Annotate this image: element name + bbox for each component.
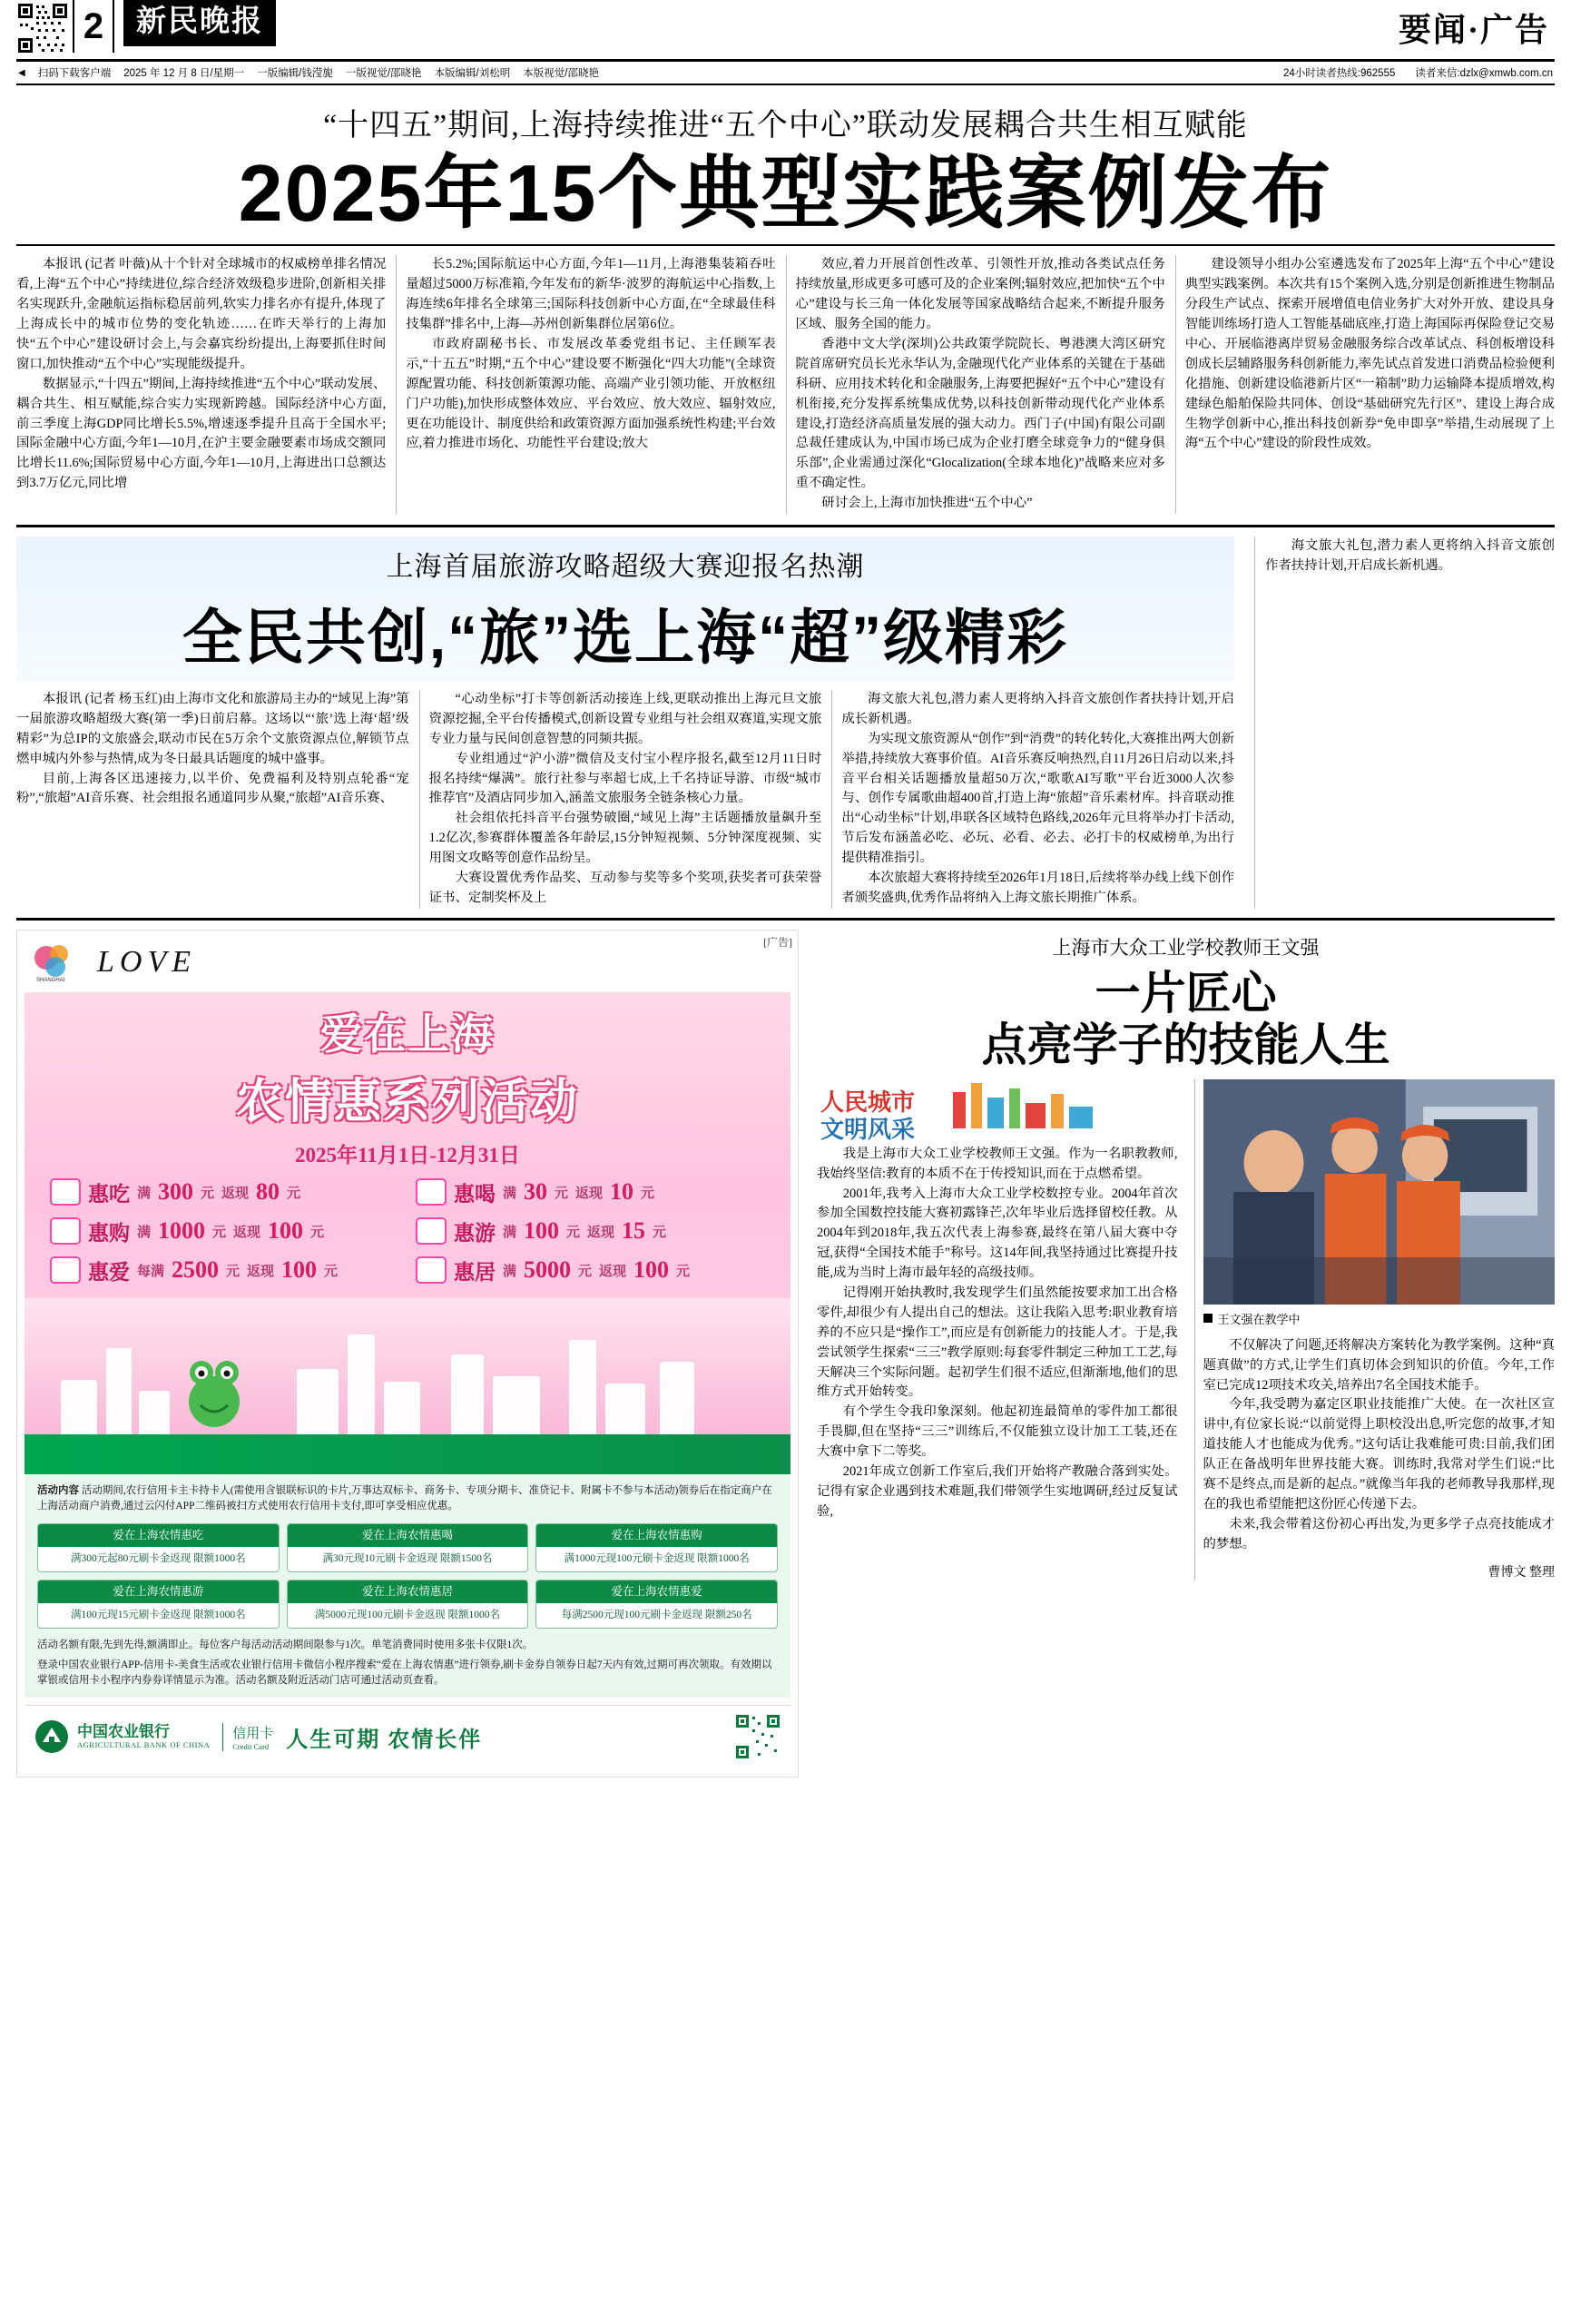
offer-unit: 元 — [555, 1186, 569, 1201]
sec2-headline: 全民共创,“旅”选上海“超”级精彩 — [182, 603, 1069, 671]
divider — [16, 244, 1555, 246]
offer-amount: 30 — [524, 1178, 548, 1206]
abc-logo-icon — [34, 1718, 70, 1755]
rb-p-2-0: 不仅解决了问题,还将解决方案转化为教学案例。这种“真题真做”的方式,让学生们真切体会到知识的价值。今年,工作室已完成12项技术攻关,培养出7名全国技术能手。 — [1203, 1337, 1555, 1393]
offer-name: 惠爱 — [88, 1260, 130, 1284]
offer-unit: 元 — [226, 1264, 241, 1279]
coupon-item[interactable] — [37, 1523, 280, 1572]
rb-p-1-1: 2001年,我考入上海市大众工业学校数控专业。2004年首次参加全国数控技能大赛初露锋芒,次年毕业后选择留校任教。从2004年到2018年,我五次代表上海参赛,最终在第八届大赛中夺冠,获得“全国技术能手”称号。这14年间,我坚持通过比赛提升技能,成为当时上海市最年轻的高级技师。 — [817, 1186, 1178, 1281]
lead-p-1-1: 数据显示,“十四五”期间,上海持续推进“五个中心”联动发展、耦合共生、相互赋能,综合实力实现新跨越。国际经济中心方面,前三季度上海GDP同比增长5.5%,增速逐季提升且高于全国水平;国际金融中心方面,今年1—10月,在沪主要金融要素市场成交额同比增长11.6%;国际贸易中心方面,今年1—10月,上海进出口总额达到3.7万亿元,同比增 — [16, 376, 387, 491]
coupon-title: 爱在上海农情惠购 — [536, 1524, 777, 1547]
play-triangle-icon: ◀ — [18, 67, 25, 78]
offer-value: 80 — [256, 1178, 280, 1206]
rb-column-2 — [1194, 1079, 1556, 1581]
offer-return: 返现 — [575, 1186, 604, 1201]
ad-title-line2: 农情惠系列活动 — [235, 1076, 579, 1128]
offer-name: 惠居 — [454, 1260, 496, 1284]
ad-header — [17, 931, 798, 989]
lead-p-2-0: 长5.2%;国际航运中心方面,今年1—11月,上海港集装箱吞吐量超过5000万标准箱,今年发布的新华·波罗的海航运中心指数,上海连续6年排名全球第三;国际科技创新中心方面,在“全球最佳科技集群”排名中,上海—苏州创新集群位居第6位。 — [406, 257, 776, 332]
rb-p-1-4: 2021年成立创新工作室后,我们开始将产教融合落到实处。记得有家企业遇到技术难题,我们带领学生实地调研,经过反复试验, — [817, 1464, 1178, 1519]
offer-amount: 2500 — [172, 1256, 220, 1284]
rb-body-column-1 — [817, 1145, 1178, 1522]
sec2-p-2-0: “心动坐标”打卡等创新活动接连上线,更联动推出上海元旦文旅资源挖掘,全平台传播模式,创新设置专业组与社会组双赛道,实现文旅专业力量与民间创意智慧的同频共振。 — [428, 691, 822, 746]
rb-p-2-2: 未来,我会带着这份初心再出发,为更多学子点亮技能成才的梦想。 — [1203, 1516, 1555, 1551]
home-icon — [416, 1256, 447, 1284]
abc-bank-name-en: AGRICULTURAL BANK OF CHINA — [77, 1739, 211, 1749]
abc-bank-logo — [34, 1718, 210, 1755]
offer-unit: 元 — [578, 1264, 593, 1279]
terms-text: 活动期间,农行信用卡主卡持卡人(需使用含银联标识的卡片,万事达双标卡、商务卡、专项分期卡、准贷记卡、附属卡不参与本活动)领券后在指定商户在上海活动商户消费,通过云闪付APP二维码被扫方式使用农行信用卡支付,即可享受相应优惠。 — [37, 1484, 772, 1512]
sec2-shoulder: 上海首届旅游攻略超级大赛迎报名热潮 — [386, 551, 865, 582]
sec2-column-3 — [841, 690, 1234, 909]
offer-name: 惠喝 — [454, 1182, 496, 1206]
coupon-item[interactable] — [535, 1523, 778, 1572]
bottom-area — [16, 930, 1555, 1777]
svg-text:SHANGHAI: SHANGHAI — [36, 977, 65, 983]
section-title: 要闻·广告 — [1398, 12, 1549, 48]
issue-date: 2025 年 12 月 8 日/星期一 — [123, 68, 245, 79]
section-two — [16, 537, 1555, 909]
rb-headline-line1: 一片匠心 — [1095, 967, 1277, 1019]
offer-item — [416, 1177, 765, 1207]
sec2-column-4 — [1254, 537, 1555, 909]
frog-mascot-icon — [179, 1345, 250, 1429]
section-two-banner — [16, 537, 1234, 681]
article-photo — [1203, 1079, 1556, 1327]
rb-headline-line2: 点亮学子的技能人生 — [981, 1019, 1390, 1071]
ad-green-band — [25, 1434, 790, 1474]
offer-item — [50, 1177, 399, 1207]
svg-text:人民城市: 人民城市 — [820, 1088, 916, 1116]
food-icon — [50, 1178, 81, 1206]
offer-amount: 300 — [158, 1178, 194, 1206]
credit-2: 本版编辑/刘松明 — [434, 68, 511, 79]
lead-p-3-2: 研讨会上,上海市加快推进“五个中心” — [821, 496, 1033, 511]
ad-poster — [25, 992, 790, 1434]
offer-return: 返现 — [599, 1264, 627, 1279]
coupon-title: 爱在上海农情惠游 — [38, 1581, 279, 1603]
sec2-p-2-1: 专业组通过“沪小游”微信及支付宝小程序报名,截至12月11日时报名持续“爆满”。旅行社参与率超七成,上千名持证导游、市级“城市推荐官”及酒店同步加入,涵盖文旅服务全链条核心力量。 — [428, 751, 822, 806]
credit-0: 一版编辑/钱滢旎 — [257, 68, 333, 79]
rb-headline — [817, 968, 1555, 1072]
coupon-desc: 满5000元现100元刷卡金返现 限额1000名 — [314, 1610, 501, 1621]
offer-return: 返现 — [587, 1225, 615, 1240]
ad-footnote-1: 活动名额有限,先到先得,额满即止。每位客户每活动活动期间限参与1次。单笔消费同时使用多张卡仅限1次。 — [37, 1640, 534, 1651]
offer-value: 100 — [633, 1256, 670, 1284]
offer-item — [416, 1256, 765, 1285]
coupon-desc: 满300元起80元刷卡金返现 限额1000名 — [71, 1553, 246, 1565]
coupon-desc: 满30元现10元刷卡金返现 限额1500名 — [322, 1553, 493, 1565]
photo-caption — [1203, 1310, 1556, 1327]
lead-article-body — [16, 255, 1555, 514]
sec2-p-1-1: 目前,上海各区迅速接力,以半价、免费福利及特别点轮番“宠粉”,“旅超”AI音乐赛、社会组报名通道同步从聚,“旅超”AI音乐赛、 — [16, 771, 409, 806]
sec2-body — [16, 690, 1234, 909]
ad-offer-grid — [25, 1177, 790, 1295]
travel-icon — [416, 1217, 447, 1245]
coupon-item[interactable] — [37, 1580, 280, 1629]
scan-hint: 扫码下载客户端 — [37, 68, 112, 79]
offer-unit2: 元 — [676, 1264, 691, 1279]
credit-card-label-en: Credit Card — [232, 1741, 270, 1751]
section-divider-2 — [16, 918, 1555, 921]
offer-name: 惠游 — [454, 1221, 496, 1245]
credit-card-label: 信用卡 Credit Card — [222, 1723, 273, 1751]
sec2-p-3-2: 本次旅超大赛将持续至2026年1月18日,后续将举办线上线下创作者颁奖盛典,优秀作品将纳入上海文旅长期推广体系。 — [841, 870, 1234, 905]
coupon-title: 爱在上海农情惠居 — [288, 1581, 528, 1603]
lead-column-4 — [1185, 255, 1555, 514]
rb-p-2-1: 今年,我受聘为嘉定区职业技能推广大使。在一次社区宣讲中,有位家长说:“以前觉得上职校没出息,听完您的故事,才知道技能人才也能成为优秀。”这句话让我难能可贵:目前,我们团队正在备战明年世界技能大赛。训练时,我常对学生们说:“比赛不是终点,而是新的起点。”就像当年我的老师教导我那样,现在的我也希望能把这份匠心传递下去。 — [1203, 1397, 1555, 1512]
offer-name: 惠购 — [88, 1221, 130, 1245]
shanghai-tourism-logo-icon — [32, 940, 81, 985]
rb-body-column-2 — [1203, 1336, 1556, 1555]
ad-footer — [25, 1705, 790, 1769]
offer-cond: 满 — [503, 1264, 517, 1279]
offer-value: 100 — [268, 1217, 304, 1245]
offer-amount: 1000 — [158, 1217, 206, 1245]
peoples-city-logo — [817, 1079, 1178, 1145]
offer-unit2: 元 — [653, 1225, 667, 1240]
caption-text: 王文强在教学中 — [1217, 1312, 1301, 1326]
sec2-p-3-0: 海文旅大礼包,潜力素人更将纳入抖音文旅创作者扶持计划,开启成长新机遇。 — [841, 691, 1234, 726]
ad-slogan: 人生可期 农情长伴 — [286, 1728, 483, 1752]
offer-unit: 元 — [566, 1225, 581, 1240]
rb-p-1-3: 有个学生令我印象深刻。他起初连最简单的零件加工都很手畏脚,但在坚持“三三”训练后,不仅能独立设计加工工装,还在大赛中拿下二等奖。 — [817, 1404, 1178, 1460]
lead-column-1 — [16, 255, 386, 514]
lead-p-3-1: 香港中文大学(深圳)公共政策学院院长、粤港澳大湾区研究院首席研究员长光永华认为,金融现代化产业体系的关键在于基础科研、应用技术转化和金融服务,上海要把握好“五个中心”建设有机衔接,充分发挥系统集成优势,以科技创新带动现代化产业体系建设,打造经济高质量发展的强大动力。西门子(中国)有限公司副总裁任建成认为,中国市场已成为企业打磨全球竞争力的“健身俱乐部”,企业需通过深化“Glocalization(全球本地化)”战略来应对多重不确定性。 — [795, 336, 1165, 491]
sec2-p-2-3: 大赛设置优秀作品奖、互动参与奖等多个奖项,获奖者可获荣誉证书、定制奖杯及上 — [428, 870, 822, 905]
advertisement[interactable] — [16, 930, 799, 1777]
coupon-grid — [37, 1523, 778, 1629]
sec2-p-4-0: 海文旅大礼包,潜力素人更将纳入抖音文旅创作者扶持计划,开启成长新机遇。 — [1265, 537, 1555, 573]
credit-1: 一版视觉/邵晓艳 — [345, 68, 422, 79]
photo-image — [1203, 1079, 1556, 1305]
offer-return: 返现 — [247, 1264, 275, 1279]
love-wordmark: LOVE — [97, 944, 196, 979]
offer-cond: 满 — [503, 1225, 517, 1240]
page-number: 2 — [73, 0, 114, 53]
info-bar — [16, 62, 1555, 85]
coupon-item[interactable] — [287, 1523, 529, 1572]
coupon-title: 爱在上海农情惠爱 — [536, 1581, 777, 1603]
offer-name: 惠吃 — [88, 1182, 130, 1206]
ad-title-line1: 爱在上海 — [320, 1010, 495, 1058]
coupon-desc: 每满2500元现100元刷卡金返现 限额250名 — [561, 1610, 752, 1621]
coupon-title: 爱在上海农情惠喝 — [288, 1524, 528, 1547]
city-skyline-illustration — [25, 1298, 790, 1434]
offer-unit: 元 — [212, 1225, 227, 1240]
offer-item — [50, 1256, 399, 1285]
reader-mail: 读者来信:dzlx@xmwb.com.cn — [1415, 68, 1553, 79]
lead-column-3 — [796, 255, 1165, 514]
rb-columns — [817, 1079, 1555, 1581]
svg-text:文明风采: 文明风采 — [820, 1115, 916, 1143]
offer-value: 15 — [622, 1217, 646, 1245]
lead-p-3-0: 效应,着力开展首创性改革、引领性开放,推动各类试点任务持续放量,形成更多可感可及的企业案例;辐射效应,把加快“五个中心”建设与长三角一体化发展等国家战略结合起来,不断提升服务区域、服务全国的能力。 — [795, 257, 1165, 332]
coupon-item[interactable] — [287, 1580, 529, 1629]
paper-name: 新民晚报 — [123, 0, 276, 46]
offer-amount: 5000 — [524, 1256, 572, 1284]
lead-p-1-0: 本报讯 (记者 叶薇)从十个针对全球城市的权威榜单排名情况看,上海“五个中心”持续进位,综合经济效级稳步进阶,创新相关排名实现跃升,金融航运指标稳居前列,软实力排名亦有提升,体现了上海成长中的城市位势的变化轨迹……在昨天举行的上海加快“五个中心”建设研讨会上,与会嘉宾纷纷提出,上海要抓住时间窗口,加快推动“五个中心”实现能级提升。 — [16, 257, 387, 371]
offer-cond: 满 — [137, 1186, 152, 1201]
offer-cond: 每满 — [137, 1264, 165, 1279]
terms-title: 活动内容 — [37, 1484, 79, 1496]
masthead — [16, 0, 1555, 62]
lead-column-2 — [406, 255, 775, 514]
offer-item — [50, 1216, 399, 1246]
ad-terms — [25, 1474, 790, 1698]
offer-unit2: 元 — [641, 1186, 655, 1201]
offer-return: 返现 — [221, 1186, 250, 1201]
offer-return: 返现 — [233, 1225, 261, 1240]
lead-main-headline: 2025年15个典型实践案例发布 — [238, 148, 1333, 238]
sec2-p-1-0: 本报讯 (记者 杨玉红)由上海市文化和旅游局主办的“域见上海”第一届旅游攻略超级大赛(第一季)日前启幕。这场以“‘旅’选上海‘超’级精彩”为总IP的文旅盛会,联动市民在5万余个文旅资源点位,解锁节点燃申城内外参与热情,成为冬日最具话题度的城中盛事。 — [16, 691, 409, 766]
rb-column-1 — [817, 1079, 1178, 1581]
sec2-column-2 — [429, 690, 822, 909]
coupon-desc: 满100元现15元刷卡金返现 限额1000名 — [71, 1610, 246, 1621]
hotline: 24小时读者热线:962555 — [1283, 68, 1396, 79]
heart-icon — [50, 1256, 81, 1284]
offer-unit2: 元 — [310, 1225, 325, 1240]
lead-p-2-1: 市政府副秘书长、市发展改革委党组书记、主任顾军表示,“十五五”时期,“五个中心”建设要不断强化“四大功能”(全球资源配置功能、科技创新策源功能、高端产业引领功能、开放枢纽门户功能),加快形成整体效应、平台效应、放大效应、辐射效应,更在功能设计、制度供给和政策资源方面加强系统性构建;平台效应,着力推进市场化、功能性平台建设;放大 — [406, 336, 776, 451]
qr-code-icon[interactable] — [16, 2, 69, 54]
drink-icon — [416, 1178, 447, 1206]
offer-unit: 元 — [201, 1186, 215, 1201]
offer-value: 10 — [610, 1178, 634, 1206]
coupon-title: 爱在上海农情惠吃 — [38, 1524, 279, 1547]
offer-value: 100 — [281, 1256, 318, 1284]
sec2-p-3-1: 为实现文旅资源从“创作”到“消费”的转化转化,大赛推出两大创新举措,持续放大赛事价值。AI音乐赛反响热烈,自11月26日启动以来,抖音平台相关话题播放量超50万次,“歌歌AI写歌”平台近3000人次参与、创作专属歌曲超400首,打造上海“旅超”音乐素材库。抖音联动推出“心动坐标”计划,串联各区域特色路线,2026年元旦将举办打卡活动,节后发布涵盖必吃、必玩、必看、必去、必打卡的权威榜单,为出行提供精准指引。 — [841, 731, 1234, 866]
article-byline: 曹博文 整理 — [1488, 1565, 1555, 1580]
caption-marker-icon — [1203, 1314, 1213, 1323]
rb-p-1-0: 我是上海市大众工业学校教师王文强。作为一名职教教师,我始终坚信:教育的本质不在于传授知识,而在于点燃希望。 — [817, 1146, 1178, 1181]
section-divider-1 — [16, 525, 1555, 527]
offer-unit2: 元 — [324, 1264, 339, 1279]
offer-item — [416, 1216, 765, 1246]
sec2-column-1 — [16, 690, 409, 909]
offer-cond: 满 — [503, 1186, 517, 1201]
lead-shoulder-headline: “十四五”期间,上海持续推进“五个中心”联动发展耦合共生相互赋能 — [323, 109, 1248, 143]
offer-cond: 满 — [137, 1225, 152, 1240]
ad-qr-code-icon[interactable] — [734, 1713, 781, 1760]
ad-footnote-2: 登录中国农业银行APP-信用卡-美食生活或农业银行信用卡微信小程序搜索“爱在上海农情惠”进行领券,刷卡金券自领券日起7天内有效,过期可再次领取。有效期以掌银或信用卡小程序内券券详情显示为准。活动名额及附近活动门店可通过活动页查看。 — [37, 1659, 772, 1686]
abc-bank-name: 中国农业银行 AGRICULTURAL BANK OF CHINA — [77, 1723, 211, 1749]
ad-tag: [广告] — [763, 935, 792, 949]
credit-3: 本版视觉/邵晓艳 — [523, 68, 599, 79]
offer-unit2: 元 — [287, 1186, 301, 1201]
shop-icon — [50, 1217, 81, 1245]
ad-date-range: 2025年11月1日-12月31日 — [295, 1143, 520, 1167]
offer-amount: 100 — [524, 1217, 560, 1245]
rb-shoulder: 上海市大众工业学校教师王文强 — [1052, 936, 1320, 959]
sec2-p-2-2: 社会组依托抖音平台强势破圈,“域见上海”主话题播放量飙升至1.2亿次,参赛群体覆盖各年龄层,15分钟短视频、5分钟深度视频、实用图文攻略等创意作品纷呈。 — [428, 811, 822, 866]
coupon-item[interactable] — [535, 1580, 778, 1629]
coupon-desc: 满1000元现100元刷卡金返现 限额1000名 — [564, 1553, 750, 1565]
lead-p-4-0: 建设领导小组办公室遴选发布了2025年上海“五个中心”建设典型实践案例。本次共有15个案例入选,分别是创新推进生物制品分段生产试点、探索开展增值电信业务扩大对外开放、建设具身智能训练场打造人工智能基础底座,打造上海国际再保险登记交易中心、开展临港离岸贸易金融服务综合改革试点、科创板增设科创成长层辅路服务科创新能力,率先试点首发进口消费品检验便利化措施、创新建设临港新片区“一箱制”助力运输降本提质增效,构建绿色船舶保险共同体、创设“基础研究先行区”、建设上海合成生物学创新中心,推出科技创新券“免申即享”举措,生动展现了上海“五个中心”建设的阶段性成效。 — [1184, 257, 1555, 451]
rb-p-1-2: 记得刚开始执教时,我发现学生们虽然能按要求加工出合格零件,却很少有人提出自己的想法。这让我陷入思考:职业教育培养的不应只是“操作工”,而应是有创新能力的技能人才。于是,我尝试领学生探索“三三”教学原则:每套零件制定三种加工工艺,每天解决三个实际问题。起初学生们很不适应,但渐渐地,他们的思维方式开始转变。 — [817, 1285, 1178, 1400]
bottom-article — [817, 930, 1555, 1777]
